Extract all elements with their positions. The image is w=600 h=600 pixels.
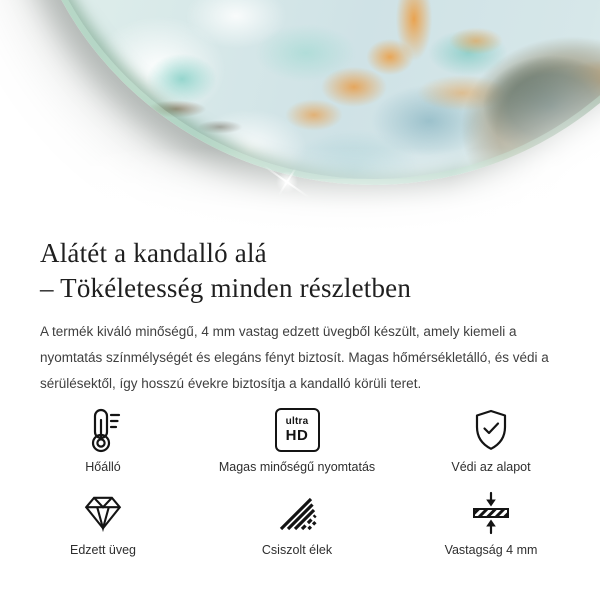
shield-check-icon bbox=[471, 406, 511, 454]
feature-tempered-glass bbox=[6, 489, 200, 558]
page-title-line2: – Tökéletesség minden részletben bbox=[40, 273, 412, 303]
feature-label: Edzett üveg bbox=[69, 543, 136, 557]
feature-grid bbox=[0, 406, 600, 558]
product-description-text: A termék kiváló minőségű, 4 mm vastag edzett üvegből készült, amely kiemeli a nyomtatás színmélységét és elegáns fényt biztosít. Magas hőmérsékletálló, és védi a sérülésektől, így hosszú évekre biztosítja a kandalló körüli teret. bbox=[40, 324, 549, 391]
feature-label: Hőálló bbox=[85, 460, 121, 474]
feature-polished-edges bbox=[200, 489, 394, 558]
thickness-icon bbox=[469, 489, 513, 537]
feature-protects-base bbox=[394, 406, 588, 475]
polished-edges-icon bbox=[276, 489, 318, 537]
product-hero-image bbox=[0, 0, 600, 238]
feature-thickness bbox=[394, 489, 588, 558]
feature-high-quality-print bbox=[200, 406, 394, 475]
page-title-line1: Alátét a kandalló alá bbox=[40, 238, 267, 268]
ultra-hd-icon: ultra HD bbox=[275, 406, 320, 454]
thermometer-icon bbox=[81, 406, 125, 454]
page-title bbox=[40, 236, 568, 306]
diamond-icon bbox=[82, 489, 124, 537]
feature-label: Védi az alapot bbox=[451, 460, 531, 474]
feature-label: Magas minőségű nyomtatás bbox=[218, 460, 376, 474]
glass-hearth-pad-image bbox=[18, 0, 600, 185]
feature-label: Vastagság 4 mm bbox=[444, 543, 538, 557]
feature-heat-resistant bbox=[6, 406, 200, 475]
feature-label: Csiszolt élek bbox=[261, 543, 333, 557]
content-section bbox=[0, 236, 600, 397]
